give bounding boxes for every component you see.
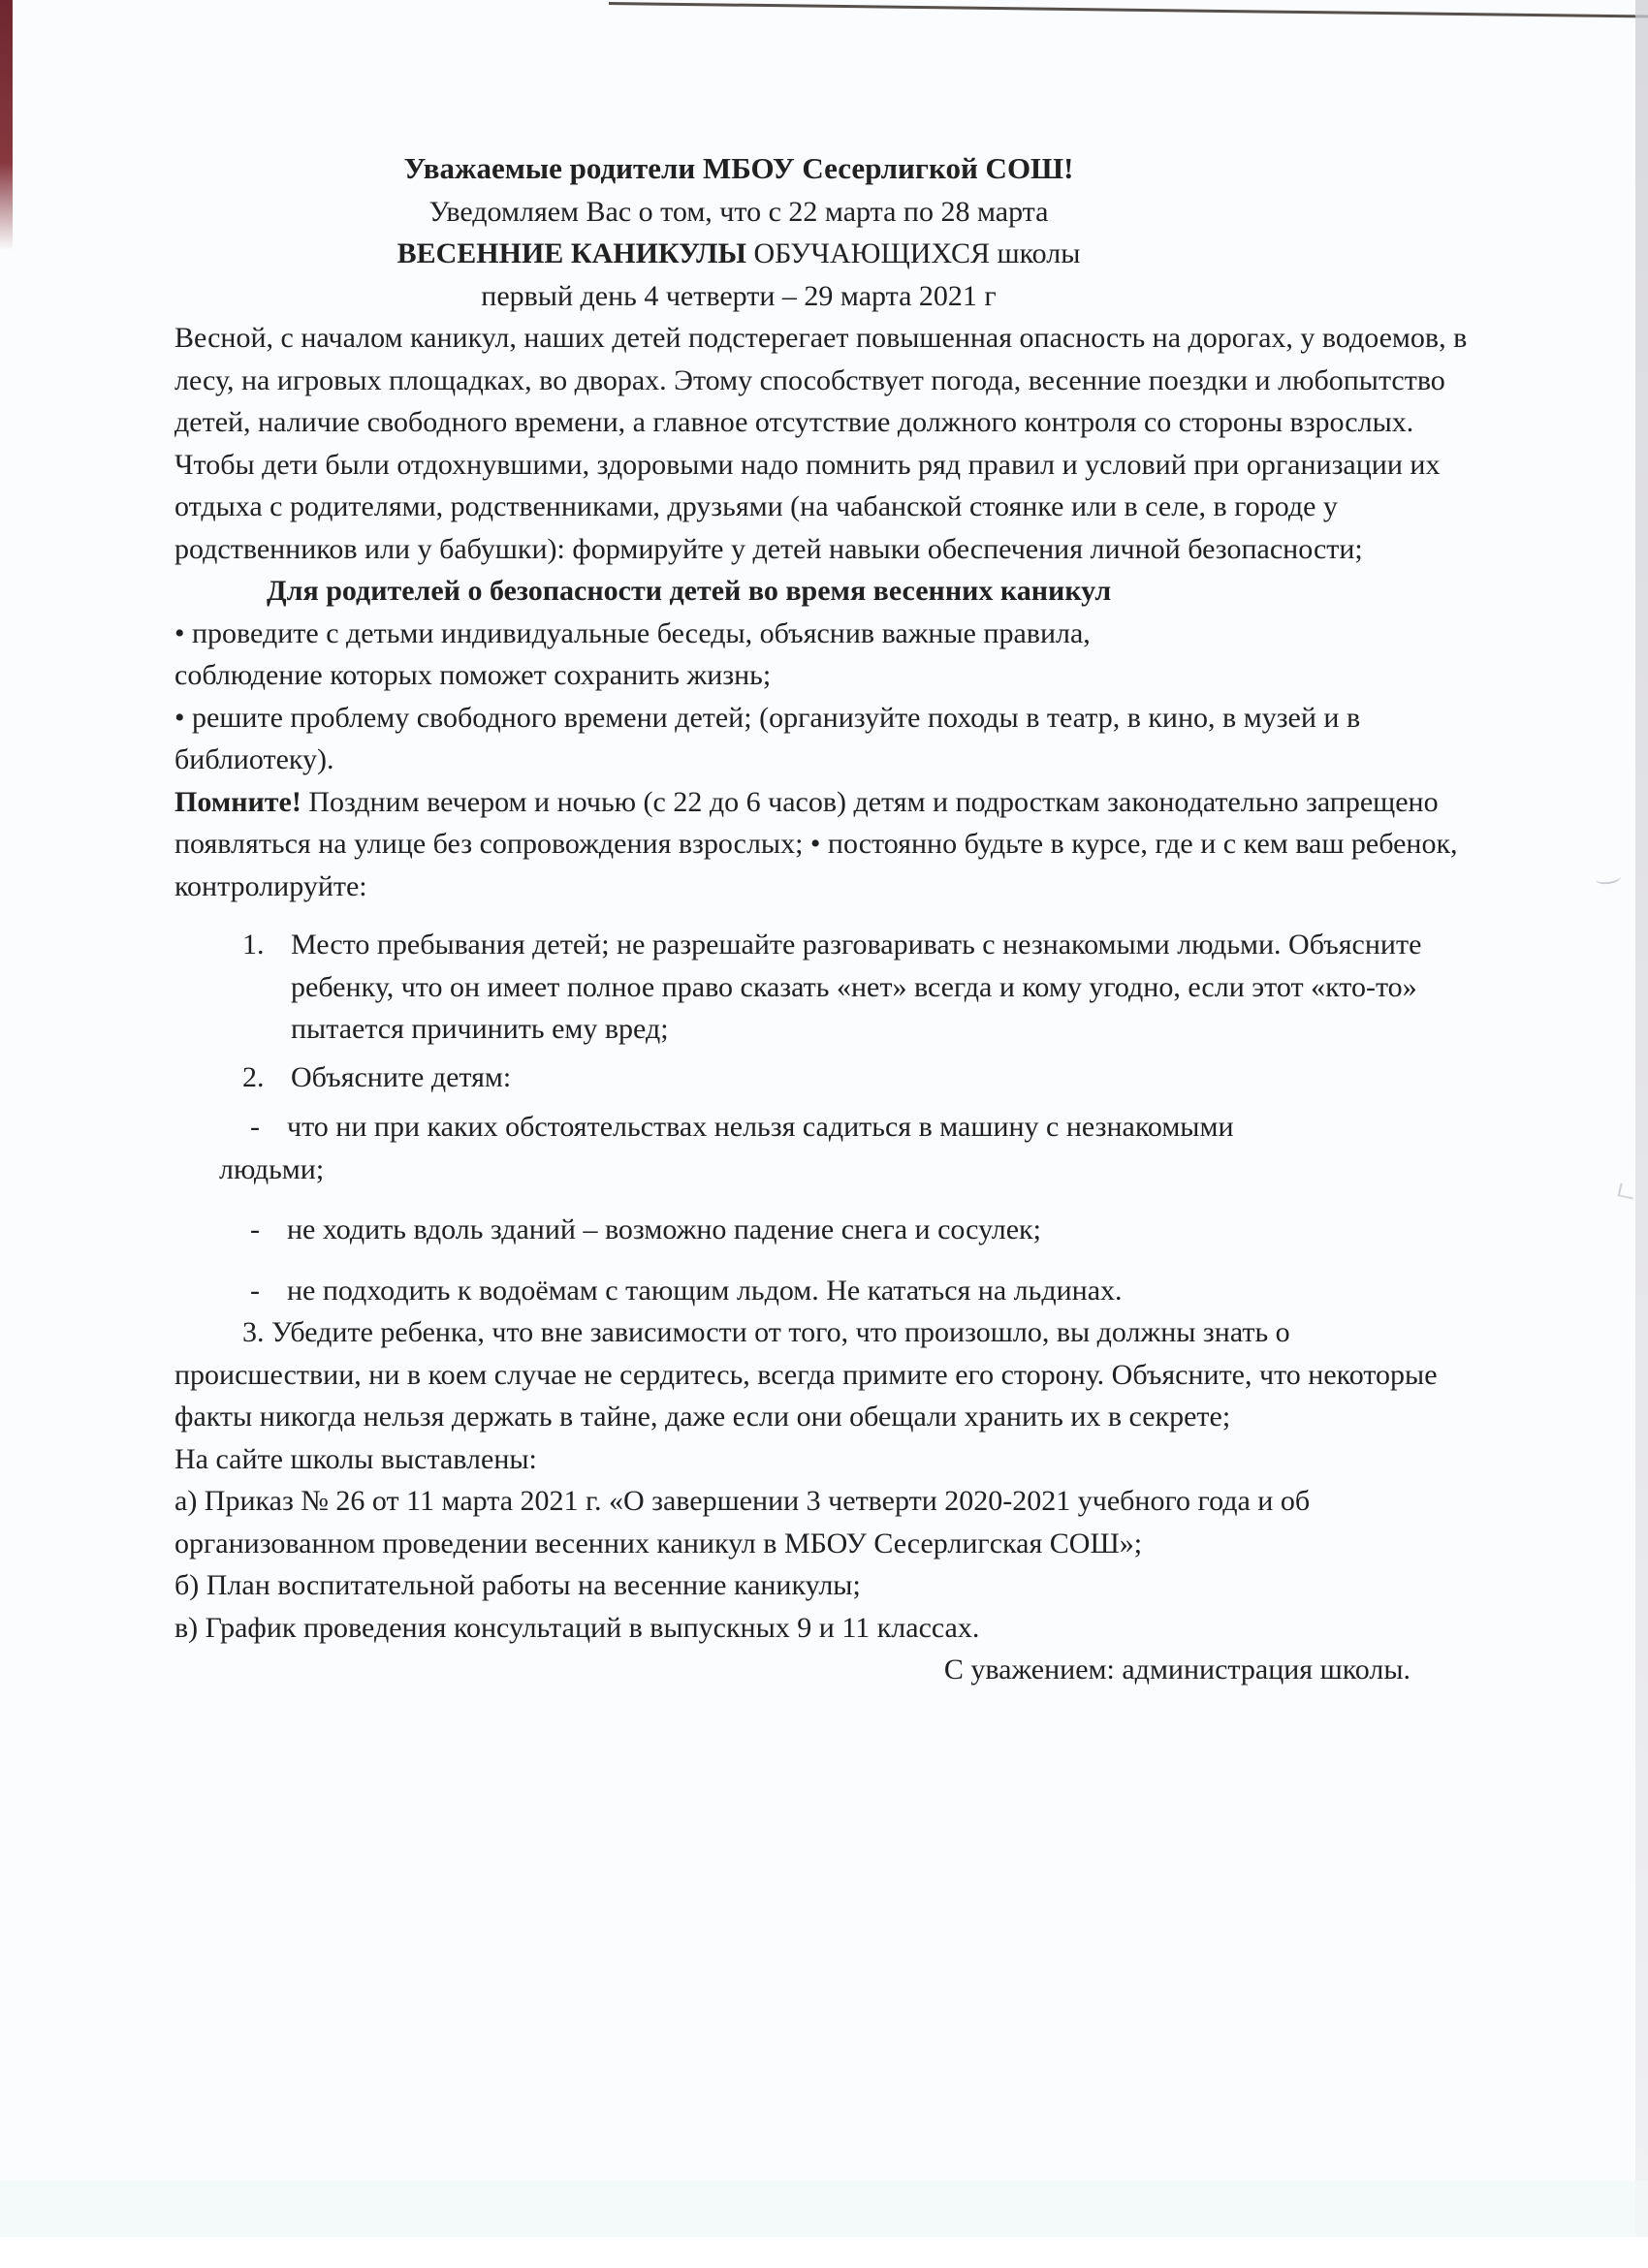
advice-bullet-1: • проведите с детьми индивидуальные беседы, объяснив важные правила, bbox=[174, 616, 1091, 649]
first-day-line: первый день 4 четверти – 29 марта 2021 г bbox=[481, 279, 997, 312]
remember-label: Помните! bbox=[174, 785, 301, 818]
advice-bullet-2: • решите проблему свободного времени детей; (организуйте походы в театр, в кино, в музей и в библиотеку). bbox=[174, 701, 1361, 776]
site-item-a: а) Приказ № 26 от 11 марта 2021 г. «О завершении 3 четверти 2020-2021 учебного года и об организованном проведении весенних каникул в МБОУ Сесерлигская СОШ»; bbox=[174, 1485, 1311, 1559]
vacation-line bbox=[89, 233, 1388, 275]
notice-line: Уведомляем Вас о том, что с 22 марта по 28 марта bbox=[428, 195, 1049, 228]
scan-edge-artifact-bottom bbox=[0, 2181, 1648, 2237]
remember-text: Поздним вечером и ночью (с 22 до 6 часов) детям и подросткам законодательно запрещено появляться на улице без сопровождения взрослых; • постоянно будьте в курсе, где и с кем ваш ребенок, контролируйте: bbox=[174, 785, 1458, 902]
dash-text bbox=[219, 1106, 1474, 1190]
item-text: Объясните детям: bbox=[291, 1060, 512, 1093]
dash-item-2 bbox=[250, 1209, 1474, 1251]
section-heading: Для родителей о безопасности детей во время весенних каникул bbox=[267, 575, 1112, 608]
point-3-paragraph: 3. Убедите ребенка, что вне зависимости от того, что произошло, вы должны знать о происшествии, ни в коем случае не сердитесь, всегда примите его сторону. Объясните, что некоторые факты никогда нельзя держать в тайне, даже если они обещали хранить их в секрете; bbox=[174, 1316, 1438, 1433]
dash-marker: - bbox=[250, 1213, 260, 1246]
site-item-b: б) План воспитательной работы на весенние каникулы; bbox=[174, 1569, 861, 1602]
signature-line: С уважением: администрация школы. bbox=[943, 1654, 1410, 1686]
dash-text: не ходить вдоль зданий – возможно падение снега и сосулек; bbox=[287, 1213, 1041, 1246]
dash-item-3 bbox=[250, 1270, 1474, 1312]
letter-header bbox=[89, 147, 1388, 317]
dash-list bbox=[174, 1106, 1474, 1311]
letter-title: Уважаемые родители МБОУ Сесерлигкой СОШ! bbox=[403, 151, 1074, 185]
advice-bullet-1-continuation: соблюдение которых поможет сохранить жизнь; bbox=[174, 659, 772, 692]
intro-paragraph: Весной, с началом каникул, наших детей подстерегает повышенная опасность на дорогах, у водоемов, в лесу, на игровых площадках, во дворах. Этому способствует погода, весенние поездки и любопытство детей, наличие свободного времени, а главное отсутствие должного контроля со стороны взрослых. Чтобы дети были отдохнувшими, здоровыми надо помнить ряд правил и условий при организации их отдыха с родителями, родственниками, друзьями (на чабанской стоянке или в селе, в городе у родственников или у бабушки): формируйте у детей навыки обеспечения личной безопасности; bbox=[174, 322, 1468, 565]
remember-paragraph bbox=[174, 781, 1474, 908]
dash-text-line1: что ни при каких обстоятельствах нельзя садиться в машину с незнакомыми bbox=[287, 1111, 1234, 1144]
vacation-regular-text: ОБУЧАЮЩИХСЯ школы bbox=[745, 237, 1081, 270]
dash-item-1 bbox=[219, 1106, 1474, 1190]
numbered-item-2 bbox=[242, 1056, 1474, 1099]
vacation-bold-text: ВЕСЕННИЕ КАНИКУЛЫ bbox=[396, 237, 746, 270]
dash-marker: - bbox=[250, 1111, 260, 1144]
dash-marker: - bbox=[250, 1274, 260, 1307]
dash-text: не подходить к водоёмам с тающим льдом. Не кататься на льдинах. bbox=[287, 1274, 1123, 1307]
site-item-v: в) График проведения консультаций в выпускных 9 и 11 классах. bbox=[174, 1611, 980, 1644]
site-intro-line: На сайте школы выставлены: bbox=[174, 1442, 537, 1475]
numbered-list bbox=[174, 924, 1474, 1098]
item-number: 1. bbox=[242, 929, 265, 961]
dash-text-line2: людьми; bbox=[219, 1152, 325, 1185]
item-text: Место пребывания детей; не разрешайте разговаривать с незнакомыми людьми. Объясните ребенку, что он имеет полное право сказать «нет» всегда и кому угодно, если этот «кто-то» пытается причинить ему вред; bbox=[291, 929, 1422, 1046]
item-number: 2. bbox=[242, 1060, 265, 1093]
numbered-item-1 bbox=[242, 924, 1474, 1051]
